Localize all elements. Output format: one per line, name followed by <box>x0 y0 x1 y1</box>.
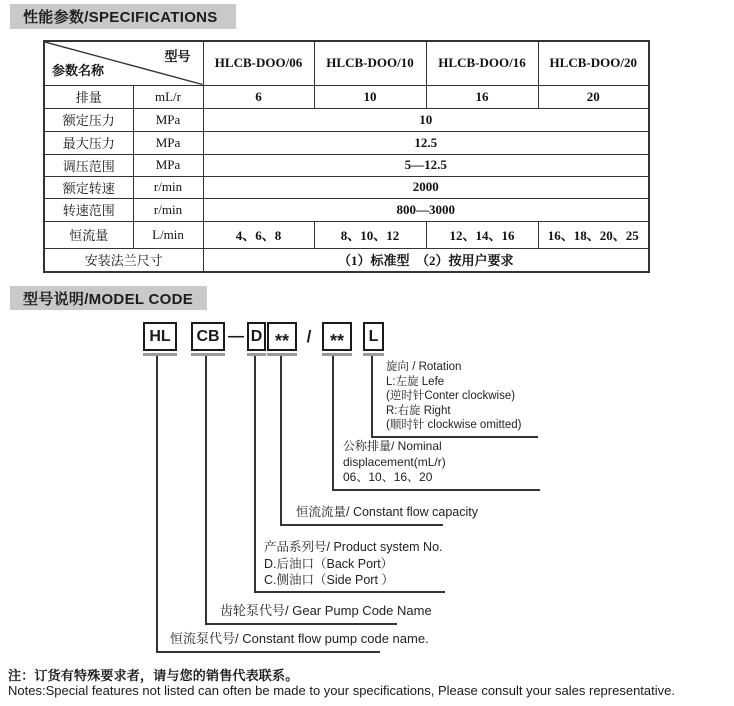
table-cell: 20 <box>538 85 649 108</box>
code-box-l: L <box>363 322 384 351</box>
annotation-line: 恒流泵代号/ Constant flow pump code name. <box>170 631 429 646</box>
annotation-line: 06、10、16、20 <box>343 470 433 485</box>
annotation-rotation <box>386 360 521 433</box>
leader-underline-gear <box>205 623 397 625</box>
leader-line-vertical-cb <box>205 356 207 623</box>
model-column-header: HLCB-DOO/10 <box>314 41 426 85</box>
specifications-table <box>43 40 650 273</box>
table-cell: 8、10、12 <box>314 221 426 248</box>
annotation-nominal-displacement <box>343 439 446 486</box>
model-header-row <box>44 41 649 85</box>
table-cell: 16、18、20、25 <box>538 221 649 248</box>
box-shadow <box>247 353 266 356</box>
leader-underline-displacement <box>332 489 540 491</box>
annotation-line: displacement(mL/r) <box>343 454 446 469</box>
annotation-constant-flow-pump-code <box>170 631 429 646</box>
note-chinese: 注：订货有特殊要求者，请与您的销售代表联系。 <box>8 668 299 683</box>
section-title-specifications: 性能参数/SPECIFICATIONS <box>23 9 218 26</box>
annotation-product-system-no <box>264 539 443 589</box>
annotation-line: 产品系列号/ Product system No. <box>264 540 443 554</box>
annotation-line: 齿轮泵代号/ Gear Pump Code Name <box>220 603 432 618</box>
table-cell: 2000 <box>203 176 649 198</box>
annotation-line: D.后油口（Back Port） <box>264 556 394 571</box>
table-cell: 恒流量 <box>44 221 133 248</box>
box-shadow <box>191 353 225 356</box>
leader-line-vertical-flow <box>280 356 282 524</box>
section-title-model-code: 型号说明/MODEL CODE <box>23 290 194 308</box>
table-cell: 16 <box>426 85 538 108</box>
table-cell: 额定压力 <box>44 108 133 131</box>
table-cell: r/min <box>133 198 203 221</box>
section-header-specifications <box>10 4 236 29</box>
corner-cell <box>44 41 203 85</box>
annotation-line: (逆时针Conter clockwise) <box>386 390 516 403</box>
flange-row <box>44 248 649 272</box>
table-cell: r/min <box>133 176 203 198</box>
table-cell: 转速范围 <box>44 198 133 221</box>
leader-underline-product <box>254 591 445 593</box>
note-english: Notes:Special features not listed can often be made to your specifications, Please consult your sales representative. <box>8 683 675 698</box>
annotation-line: (顺时针 clockwise omitted) <box>386 419 522 432</box>
table-cell: 最大压力 <box>44 131 133 154</box>
code-separator-dash: — <box>228 327 244 345</box>
table-cell: 6 <box>203 85 314 108</box>
spec-table-body <box>44 85 649 272</box>
leader-line-vertical-hl <box>156 356 158 651</box>
spec-row <box>44 198 649 221</box>
annotation-gear-pump-code <box>220 603 432 618</box>
code-box-asterisks-displacement: ** <box>322 322 352 351</box>
table-cell: 4、6、8 <box>203 221 314 248</box>
table-cell: MPa <box>133 131 203 154</box>
leader-underline-pumpcode <box>156 651 380 653</box>
table-cell: MPa <box>133 154 203 176</box>
table-cell: 12.5 <box>203 131 649 154</box>
annotation-line: 旋向 / Rotation <box>386 361 462 373</box>
spec-row <box>44 108 649 131</box>
spec-row <box>44 85 649 108</box>
table-cell: 5—12.5 <box>203 154 649 176</box>
spec-row <box>44 221 649 248</box>
leader-underline-flow <box>280 524 443 526</box>
table-cell: MPa <box>133 108 203 131</box>
annotation-line: 恒流流量/ Constant flow capacity <box>296 505 479 519</box>
leader-underline-rotation <box>371 436 538 438</box>
table-cell: 10 <box>314 85 426 108</box>
box-shadow <box>322 353 352 356</box>
annotation-line: C.侧油口（Side Port ） <box>264 573 394 587</box>
table-cell: 10 <box>203 108 649 131</box>
table-cell: （1）标准型 （2）按用户要求 <box>203 248 649 272</box>
model-column-header: HLCB-DOO/16 <box>426 41 538 85</box>
spec-row <box>44 176 649 198</box>
code-box-asterisks-flow: ** <box>267 322 297 351</box>
leader-line-vertical-d <box>254 356 256 591</box>
spec-row <box>44 131 649 154</box>
box-shadow <box>143 353 177 356</box>
table-cell: mL/r <box>133 85 203 108</box>
leader-line-vertical-l <box>371 356 373 436</box>
model-column-header: HLCB-DOO/06 <box>203 41 314 85</box>
corner-label-model: 型号 <box>164 49 191 64</box>
table-cell: 额定转速 <box>44 176 133 198</box>
code-box-hl: HL <box>143 322 177 351</box>
code-separator-slash: / <box>306 326 312 346</box>
annotation-constant-flow-capacity <box>296 505 478 520</box>
annotation-line: L:左旋 Lefe <box>386 375 445 388</box>
code-box-d: D <box>247 322 266 351</box>
table-cell: L/min <box>133 221 203 248</box>
table-cell: 调压范围 <box>44 154 133 176</box>
table-cell: 排量 <box>44 85 133 108</box>
corner-label-parameter: 参数名称 <box>52 62 105 78</box>
section-header-model-code <box>10 286 207 310</box>
annotation-line: R:右旋 Right <box>386 404 451 417</box>
model-column-header: HLCB-DOO/20 <box>538 41 649 85</box>
code-box-cb: CB <box>191 322 225 351</box>
table-cell: 12、14、16 <box>426 221 538 248</box>
annotation-line: 公称排量/ Nominal <box>343 439 442 453</box>
table-cell: 安装法兰尺寸 <box>44 248 203 272</box>
leader-line-vertical-displacement <box>332 356 334 489</box>
box-shadow <box>267 353 297 356</box>
box-shadow <box>363 353 384 356</box>
table-cell: 800—3000 <box>203 198 649 221</box>
spec-row <box>44 154 649 176</box>
